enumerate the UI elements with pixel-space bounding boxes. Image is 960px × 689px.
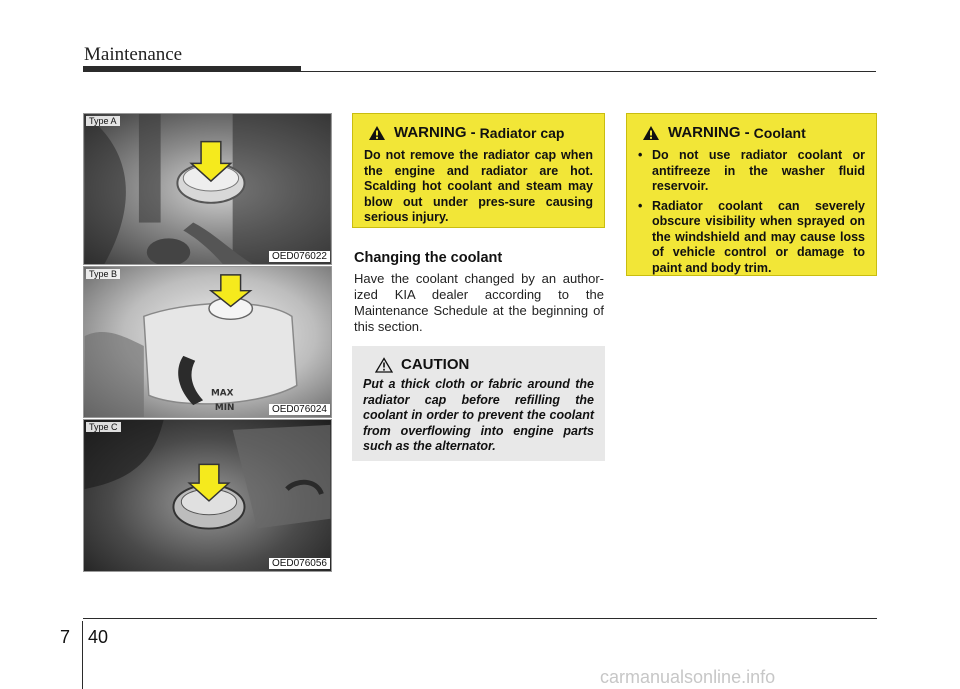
- warning-word: WARNING -: [394, 124, 476, 141]
- bullet-icon: •: [638, 148, 643, 162]
- figure-code: OED076024: [269, 404, 330, 415]
- warning-word: WARNING -: [668, 124, 750, 141]
- arrow-down-icon: [84, 420, 331, 571]
- warning-triangle-icon: [368, 125, 386, 141]
- section-heading: Changing the coolant: [354, 250, 503, 266]
- warning-triangle-icon: [642, 125, 660, 141]
- figure-type-label: Type B: [86, 269, 120, 279]
- footer-rule: [83, 618, 877, 619]
- watermark: carmanualsonline.info: [600, 667, 776, 687]
- header-bar: [83, 66, 301, 72]
- arrow-down-icon: [84, 114, 331, 264]
- warning-text: Do not remove the radiator cap when the engine and radiator are hot. Scalding hot coolant and steam may blow out under pres-sure causing serious injury.: [364, 148, 593, 224]
- caution-heading: [363, 356, 594, 373]
- section-body: Have the coolant changed by an author-ized KIA dealer according to the Maintenance Schedule at the beginning of this section.: [354, 271, 604, 334]
- page-number: 40: [88, 627, 109, 647]
- figure-code: OED076022: [269, 251, 330, 262]
- header-title: Maintenance: [84, 44, 183, 65]
- arrow-down-icon: [84, 267, 331, 417]
- figure-type-a: [83, 113, 332, 265]
- chapter-number: 7: [60, 627, 71, 647]
- caution-text: Put a thick cloth or fabric around the radiator cap before refilling the coolant in order to prevent the coolant from overflowing into engine parts such as the alternator.: [363, 377, 594, 453]
- figure-type-label: Type C: [86, 422, 121, 432]
- warning-topic: Radiator cap: [479, 124, 565, 141]
- figure-type-label: Type A: [86, 116, 120, 126]
- caution-word: CAUTION: [401, 356, 470, 373]
- warning-radiator-cap: [352, 113, 605, 228]
- header-rule: [301, 71, 876, 72]
- warning-list-item: • Radiator coolant can severely obscure visibility when sprayed on the windshield and may cause loss of vehicle control or damage to paint and body trim.: [638, 198, 865, 275]
- footer-divider: [82, 621, 83, 689]
- figure-type-b: [83, 266, 332, 418]
- warning-topic: Coolant: [753, 124, 806, 141]
- warning-heading: [364, 124, 593, 141]
- warning-list: [638, 148, 865, 276]
- caution-triangle-icon: [375, 357, 393, 373]
- figure-code: OED076056: [269, 558, 330, 569]
- max-mark: MAX: [210, 388, 234, 399]
- bullet-icon: •: [638, 198, 643, 213]
- figure-type-c: [83, 419, 332, 572]
- min-mark: MIN: [214, 403, 235, 414]
- warning-list-item: • Do not use radiator coolant or antifreeze in the washer fluid reservoir.: [638, 148, 865, 193]
- warning-coolant: [626, 113, 877, 276]
- caution-box: [352, 346, 605, 461]
- warning-heading: [638, 124, 865, 141]
